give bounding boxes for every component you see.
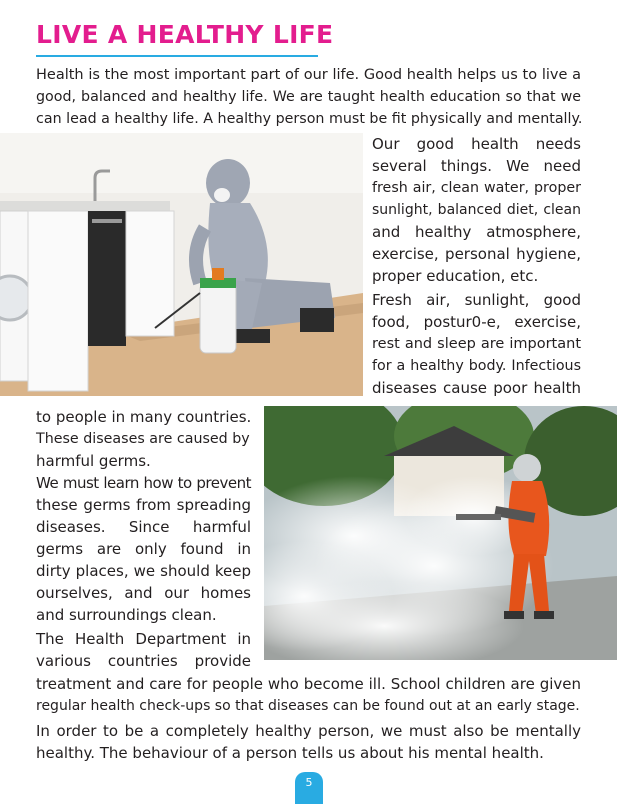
intro-line: Health is the most important part of our life. Good health helps us to live a xyxy=(36,67,581,83)
body-line: and healthy atmosphere, xyxy=(372,223,581,241)
body-line: treatment and care for people who become ill. School children are given xyxy=(36,675,581,693)
body-line: various countries provide xyxy=(36,652,251,670)
body-line: sunlight, balanced diet, clean xyxy=(372,202,581,218)
body-line: Our good health needs xyxy=(372,135,581,153)
kitchen-disinfection-photo xyxy=(0,133,363,396)
title-underline xyxy=(36,55,318,57)
fogging-worker-photo xyxy=(264,406,617,660)
intro-line: good, balanced and healthy life. We are taught health education so that we xyxy=(36,89,581,105)
page-title: LIVE A HEALTHY LIFE xyxy=(36,20,334,49)
body-line: proper education, etc. xyxy=(372,267,539,285)
intro-line: can lead a healthy life. A healthy person must be fit physically and mentally. xyxy=(36,111,583,127)
page-number-badge: 5 xyxy=(295,772,323,804)
body-line: We must learn how to prevent xyxy=(36,474,251,492)
body-line: fresh air, clean water, proper xyxy=(372,180,581,196)
body-line: several things. We need xyxy=(372,157,581,175)
body-line: food, postur0-e, exercise, xyxy=(372,313,581,331)
body-line: Fresh air, sunlight, good xyxy=(372,291,581,309)
body-line: In order to be a completely healthy person, we must also be mentally xyxy=(36,722,581,740)
body-line: healthy. The behaviour of a person tells us about his mental health. xyxy=(36,744,544,762)
body-line: regular health check-ups so that diseases can be found out at an early stage. xyxy=(36,698,580,714)
body-line: ourselves, and our homes xyxy=(36,584,251,602)
body-line: exercise, personal hygiene, xyxy=(372,245,581,263)
body-line: to people in many countries. xyxy=(36,408,252,426)
body-line: and surroundings clean. xyxy=(36,606,217,624)
body-line: rest and sleep are important xyxy=(372,336,581,352)
body-line: dirty places, we should keep xyxy=(36,562,251,580)
body-line: The Health Department in xyxy=(36,630,251,648)
body-line: These diseases are caused by xyxy=(36,431,250,447)
body-line: these germs from spreading xyxy=(36,496,251,514)
body-line: for a healthy body. Infectious xyxy=(372,358,581,374)
body-line: diseases. Since harmful xyxy=(36,518,251,536)
body-line: germs are only found in xyxy=(36,540,251,558)
body-line: diseases cause poor health xyxy=(372,379,581,397)
body-line: harmful germs. xyxy=(36,452,151,470)
